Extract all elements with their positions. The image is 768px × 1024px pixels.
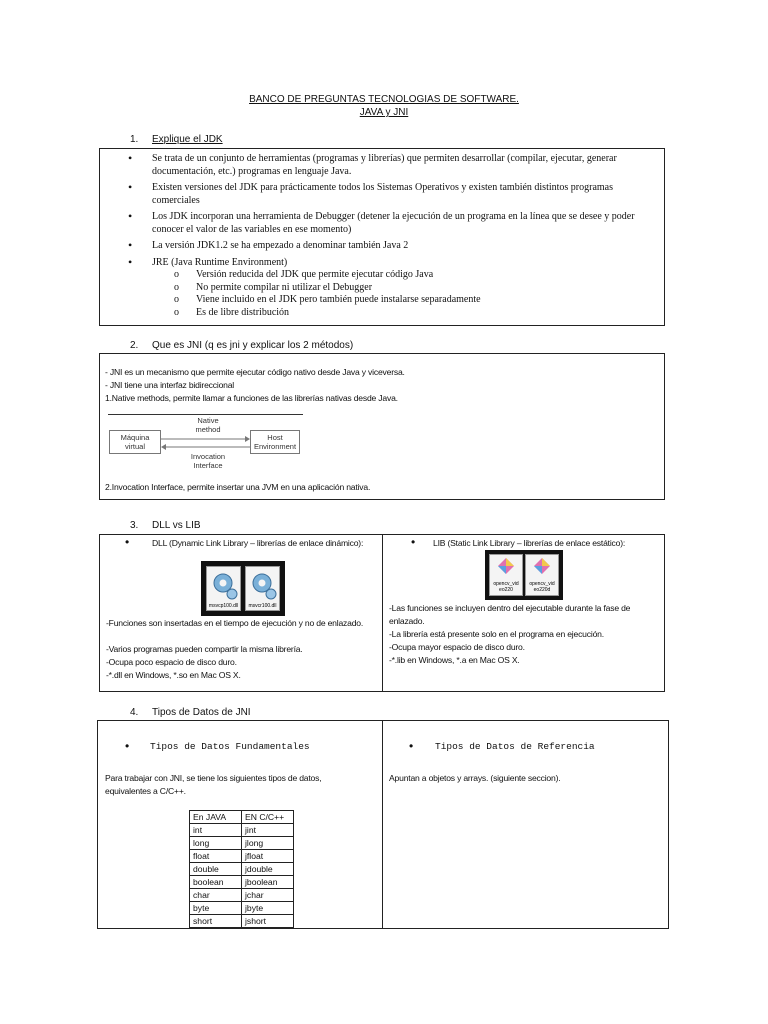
java-type: float [190,850,242,863]
fundamental-types-text: Para trabajar con JNI, se tiene los siguientes tipos de datos, equivalentes a C/C++. [105,773,322,796]
section3-divider [382,535,383,691]
section2-number: 2. [130,340,139,351]
document-subtitle: JAVA y JNI [359,107,409,118]
section3-table [99,534,665,692]
jre-sub-bullet: o Es de libre distribución [100,307,664,320]
section2-heading [130,340,353,351]
jre-sub-list [100,269,664,319]
dll-file-icon [245,566,280,611]
jni-type: jshort [242,915,294,928]
lib-line: -Ocupa mayor espacio de disco duro. [389,642,525,652]
section1-heading [130,134,223,145]
diagram-top-rule [108,414,303,415]
table-header-row [190,811,294,824]
section2-box [99,353,665,500]
section2-title: Que es JNI (q es jni y explicar los 2 métodos) [152,340,354,351]
jdk-bullet-list [100,153,640,269]
java-type: long [190,837,242,850]
section3-number: 3. [130,520,139,531]
java-type: char [190,889,242,902]
lib-heading: LIB (Static Link Library – librerías de enlace estático): [433,538,626,548]
reference-types-heading: Tipos de Datos de Referencia [435,741,595,752]
dll-line: -Varios programas pueden compartir la misma librería. [106,644,303,654]
jni-line: - JNI es un mecanismo que permite ejecutar código nativo desde Java y viceversa. [105,367,405,377]
java-type: double [190,863,242,876]
type-mapping-table [189,810,294,928]
jni-type: jchar [242,889,294,902]
host-environment-box: Host Environment [250,430,300,454]
document-title: BANCO DE PREGUNTAS TECNOLOGIAS DE SOFTWARE. [249,94,519,105]
section4-heading [130,707,251,718]
jdk-bullet: • Existen versiones del JDK para prácticamente todos los Sistemas Operativos y existen también distintos programas comerciales [100,182,640,207]
dll-file-name: msvcp100.dll [208,603,239,609]
bullet-dot: • [125,739,130,753]
jre-sub-bullet: o Viene incluido en el JDK pero también puede instalarse separadamente [100,294,664,307]
lib-line: -La librería está presente solo en el programa en ejecución. [389,629,604,639]
table-row [190,824,294,837]
table-row [190,863,294,876]
table-row [190,889,294,902]
invocation-interface-label: Invocation Interface [190,452,226,470]
bullet-dot: • [125,535,130,549]
dll-file-icon [206,566,241,611]
jni-type: jfloat [242,850,294,863]
section4-divider [382,721,383,928]
lib-line: -Las funciones se incluyen dentro del ejecutable durante la fase de enlazado. [389,603,631,626]
jdk-bullet: • Se trata de un conjunto de herramientas (programas y librerías) que permiten desarrollar (compilar, ejecutar, generar documentación, etc.) programas en lenguaje Java. [100,153,640,178]
header-c: EN C/C++ [242,811,294,824]
diagram-arrows [161,432,251,454]
table-row [190,876,294,889]
lib-files-image [485,550,563,600]
section1-title: Explique el JDK [152,134,223,145]
jni-line: 1.Native methods, permite llamar a funciones de las librerías nativas desde Java. [105,393,398,403]
section4-title: Tipos de Datos de JNI [152,707,251,718]
java-type: short [190,915,242,928]
invocation-interface-line: 2.Invocation Interface, permite insertar una JVM en una aplicación nativa. [105,482,371,492]
java-type: byte [190,902,242,915]
jni-line: - JNI tiene una interfaz bidireccional [105,380,235,390]
dll-line: -Funciones son insertadas en el tiempo de ejecución y no de enlazado. [106,618,364,628]
bullet-dot: • [411,535,416,549]
java-type: int [190,824,242,837]
dll-files-image [201,561,285,616]
table-row [190,915,294,928]
section4-number: 4. [130,707,139,718]
header-java: En JAVA [190,811,242,824]
jre-sub-bullet: o Versión reducida del JDK que permite ejecutar código Java [100,269,664,282]
reference-types-text: Apuntan a objetos y arrays. (siguiente seccion). [389,773,561,783]
lib-file-icon [489,554,523,596]
dll-file-name: msvcr100.dll [248,603,277,609]
section3-heading [130,520,201,531]
bullet-dot: • [409,739,414,753]
jni-type: jdouble [242,863,294,876]
section4-table [97,720,669,929]
java-type: boolean [190,876,242,889]
dll-line: -*.dll en Windows, *.so en Mac OS X. [106,670,241,680]
jni-type: jint [242,824,294,837]
jdk-bullet: • Los JDK incorporan una herramienta de Debugger (detener la ejecución de un programa en la línea que se desee y poder conocer el valor de las variables en ese momento) [100,211,640,236]
lib-file-name: opencv_vid eo220d [529,581,555,593]
lib-file-name: opencv_vid eo220 [493,581,519,593]
native-method-label: Native method [195,416,221,434]
lib-file-icon [525,554,559,596]
table-row [190,837,294,850]
section3-title: DLL vs LIB [152,520,201,531]
jni-type: jlong [242,837,294,850]
jre-sub-bullet: o No permite compilar ni utilizar el Debugger [100,282,664,295]
table-row [190,902,294,915]
fundamental-types-heading: Tipos de Datos Fundamentales [150,741,310,752]
jni-type: jboolean [242,876,294,889]
section1-number: 1. [130,134,139,145]
jdk-bullet: • JRE (Java Runtime Environment) [100,257,640,270]
dll-line: -Ocupa poco espacio de disco duro. [106,657,237,667]
table-row [190,850,294,863]
jni-type: jbyte [242,902,294,915]
section1-box [99,148,665,326]
jdk-bullet: • La versión JDK1.2 se ha empezado a denominar también Java 2 [100,240,640,253]
dll-heading: DLL (Dynamic Link Library – librerías de enlace dinámico): [152,538,364,548]
lib-line: -*.lib en Windows, *.a en Mac OS X. [389,655,520,665]
jvm-box: Máquina virtual [109,430,161,454]
